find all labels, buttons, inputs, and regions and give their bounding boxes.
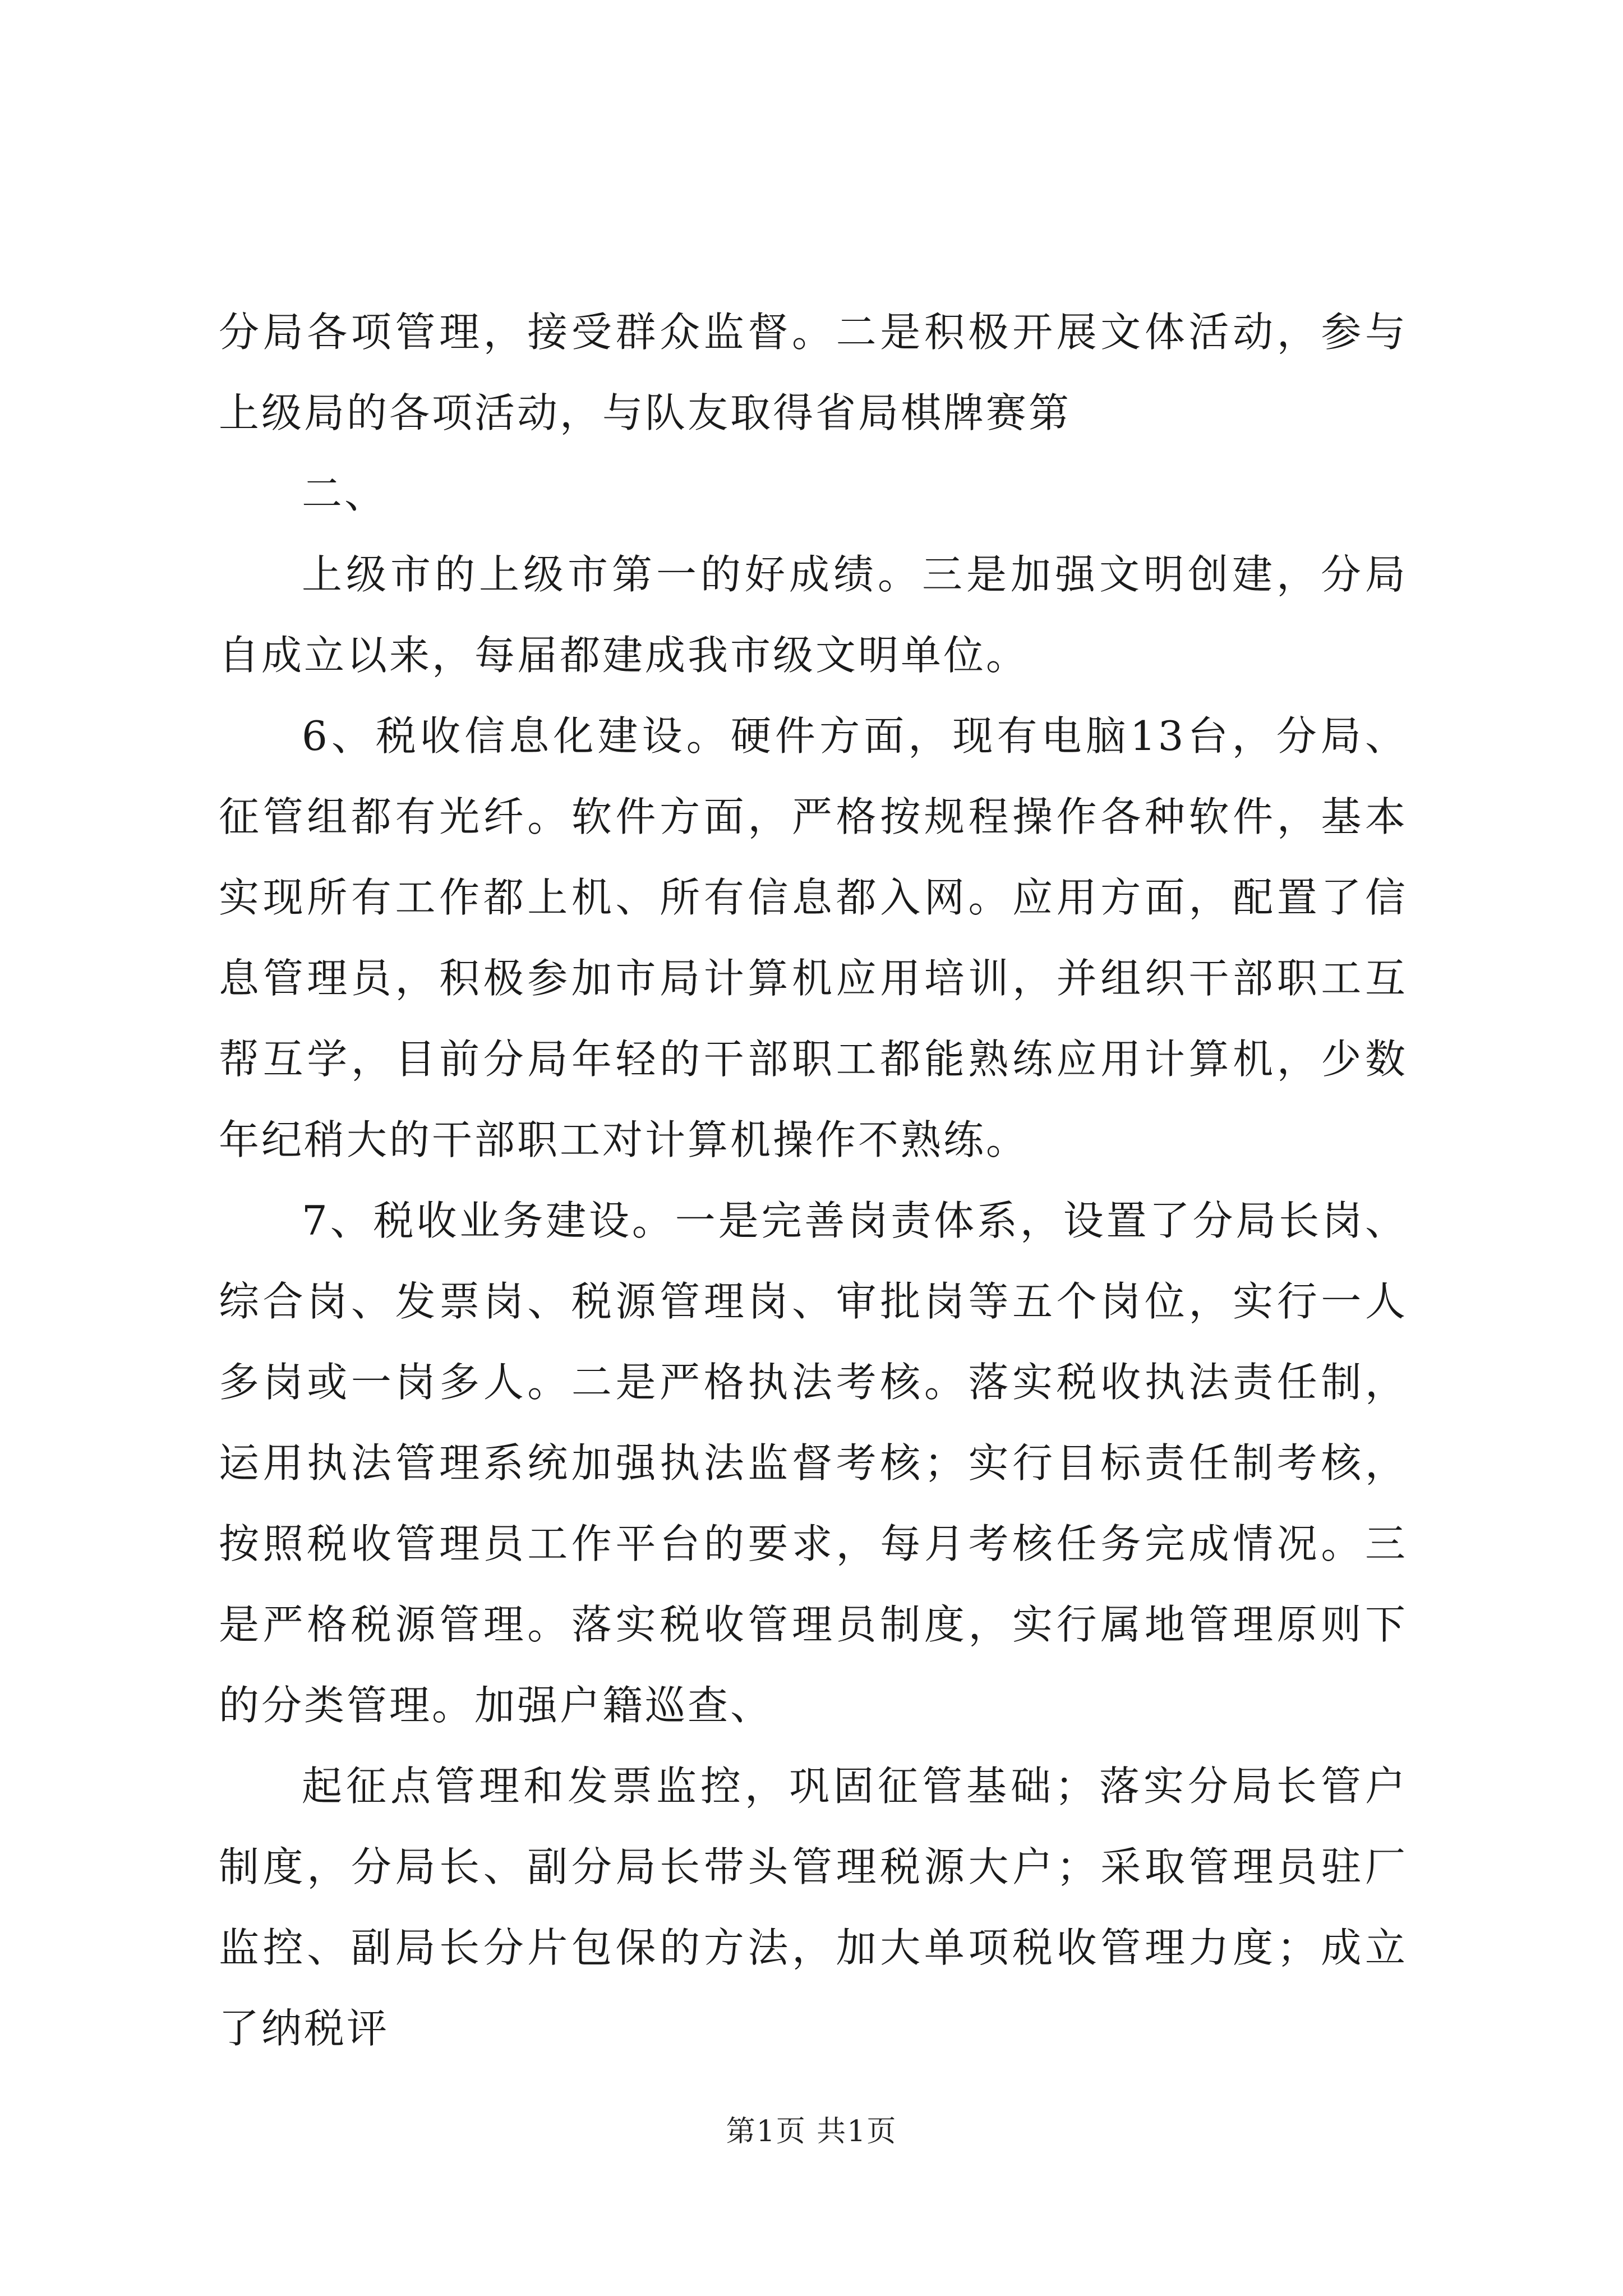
page-footer: 第1页 共1页	[726, 2115, 897, 2148]
paragraph-tax-business: 7、税收业务建设。一是完善岗责体系，设置了分局长岗、综合岗、发票岗、税源管理岗、审批岗等五个岗位，实行一人多岗或一岗多人。二是严格执法考核。落实税收执法责任制，运用执法管理系统加强执法监督考核；实行目标责任制考核，按照税收管理员工作平台的要求，每月考核任务完成情况。三是严格税源管理。落实税收管理员制度，实行属地管理原则下的分类管理。加强户籍巡查、	[219, 1197, 1408, 1729]
paragraph-informatization: 6、税收信息化建设。硬件方面，现有电脑13台，分局、征管组都有光纤。软件方面，严格按规程操作各种软件，基本实现所有工作都上机、所有信息都入网。应用方面，配置了信息管理员，积极参加市局计算机应用培训，并组织干部职工互帮互学，目前分局年轻的干部职工都能熟练应用计算机，少数年纪稍大的干部职工对计算机操作不熟练。	[219, 712, 1408, 1163]
paragraph-continuation: 分局各项管理，接受群众监督。二是积极开展文体活动，参与上级局的各项活动，与队友取得省局棋牌赛第	[219, 309, 1408, 436]
document-body	[219, 292, 1408, 2069]
paragraph-heading-two: 二、	[302, 470, 388, 517]
paragraph-threshold-management: 起征点管理和发票监控，巩固征管基础；落实分局长管户制度，分局长、副分局长带头管理税源大户；采取管理员驻厂监控、副局长分片包保的方法，加大单项税收管理力度；成立了纳税评	[219, 1763, 1408, 2052]
paragraph-civilization: 上级市的上级市第一的好成绩。三是加强文明创建，分局自成立以来，每届都建成我市级文明单位。	[219, 551, 1408, 679]
